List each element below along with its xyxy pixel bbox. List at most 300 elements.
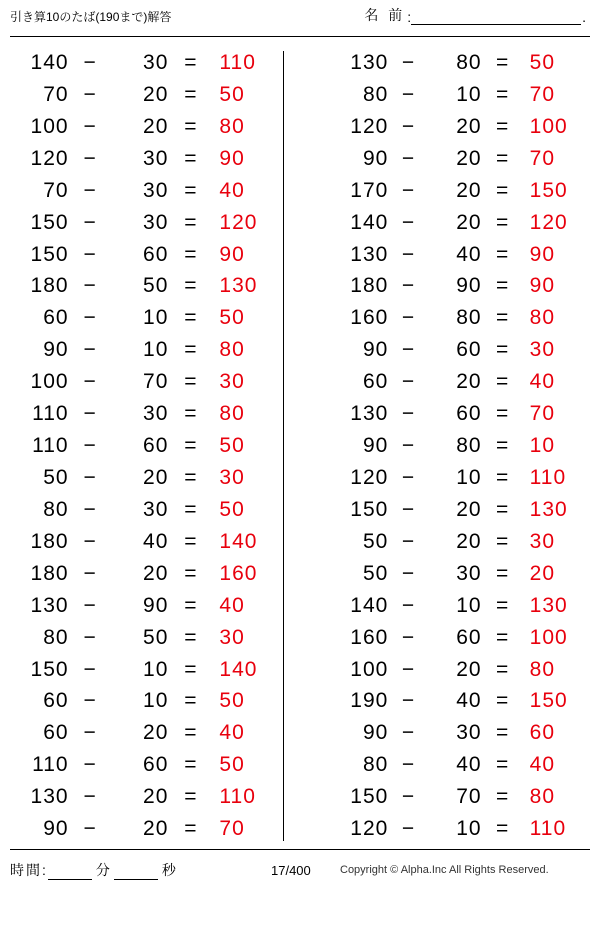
operand-b: 70 (143, 370, 169, 394)
answer-value: 110 (529, 465, 567, 489)
problem-row (328, 721, 590, 753)
operand-a: 90 (362, 434, 389, 458)
answer-value: 100 (529, 625, 568, 649)
minus-icon: − (83, 114, 97, 138)
problem-row (328, 83, 590, 115)
answer-value: 30 (529, 529, 556, 553)
minus-icon: − (83, 529, 97, 553)
minus-icon: − (401, 434, 416, 458)
operand-a: 80 (43, 625, 69, 649)
time-field-area (10, 860, 180, 880)
minus-icon: − (83, 274, 97, 298)
problem-row (4, 434, 284, 466)
answer-value: 30 (529, 338, 556, 362)
answer-value: 50 (219, 753, 245, 777)
problems-area (0, 37, 600, 849)
equals-icon: = (496, 242, 510, 266)
operand-a: 110 (32, 402, 69, 426)
problem-row (328, 498, 590, 530)
operand-b: 20 (143, 721, 169, 745)
operand-b: 90 (143, 593, 169, 617)
minus-icon: − (83, 465, 97, 489)
answer-value: 50 (219, 82, 245, 106)
minus-icon: − (401, 753, 416, 777)
equals-icon: = (496, 338, 510, 362)
answer-value: 80 (529, 785, 556, 809)
minus-icon: − (83, 306, 97, 330)
problem-row (4, 51, 284, 83)
time-minute-unit: 分 (95, 862, 110, 878)
column-divider (283, 51, 284, 841)
equals-icon: = (184, 370, 198, 394)
minus-icon: − (401, 338, 416, 362)
problem-row (4, 530, 284, 562)
operand-a: 140 (350, 210, 389, 234)
operand-b: 30 (143, 402, 169, 426)
operand-a: 70 (43, 82, 69, 106)
operand-b: 10 (456, 465, 482, 489)
minus-icon: − (83, 242, 97, 266)
problem-row (328, 562, 590, 594)
answer-value: 70 (529, 82, 556, 106)
minus-icon: − (83, 721, 97, 745)
minus-icon: − (83, 178, 97, 202)
operand-a: 100 (350, 657, 389, 681)
problem-row (328, 115, 590, 147)
problem-row (4, 498, 284, 530)
operand-a: 120 (350, 465, 389, 489)
page-footer (0, 850, 600, 900)
equals-icon: = (184, 306, 198, 330)
problem-row (4, 179, 284, 211)
operand-a: 190 (350, 689, 389, 713)
operand-a: 170 (350, 178, 389, 202)
answer-value: 40 (219, 593, 245, 617)
operand-b: 40 (456, 753, 482, 777)
minus-icon: − (83, 785, 97, 809)
answer-value: 100 (529, 114, 568, 138)
problem-row (4, 370, 284, 402)
operand-b: 60 (456, 625, 482, 649)
equals-icon: = (184, 497, 198, 521)
operand-b: 10 (143, 306, 169, 330)
answer-value: 120 (219, 210, 258, 234)
minus-icon: − (401, 402, 416, 426)
equals-icon: = (184, 753, 198, 777)
operand-a: 50 (43, 465, 69, 489)
minus-icon: − (83, 657, 97, 681)
answer-value: 160 (219, 561, 258, 585)
operand-a: 90 (362, 338, 389, 362)
problem-row (328, 211, 590, 243)
equals-icon: = (184, 51, 198, 74)
problem-row (328, 753, 590, 785)
minus-icon: − (83, 51, 97, 74)
equals-icon: = (496, 625, 510, 649)
answer-value: 110 (529, 817, 567, 841)
minus-icon: − (83, 817, 97, 841)
answer-value: 30 (219, 625, 245, 649)
operand-a: 130 (350, 402, 389, 426)
time-seconds-input[interactable] (114, 864, 158, 880)
operand-a: 130 (350, 242, 389, 266)
operand-b: 20 (456, 114, 482, 138)
operand-b: 40 (143, 529, 169, 553)
answer-value: 70 (219, 817, 245, 841)
operand-a: 60 (43, 306, 69, 330)
operand-b: 10 (143, 338, 169, 362)
operand-b: 30 (456, 721, 482, 745)
problem-row (4, 83, 284, 115)
operand-a: 130 (350, 51, 389, 74)
operand-b: 10 (456, 817, 482, 841)
operand-b: 20 (143, 465, 169, 489)
answer-value: 110 (219, 785, 256, 809)
equals-icon: = (184, 529, 198, 553)
equals-icon: = (496, 146, 510, 170)
answer-value: 150 (529, 178, 568, 202)
operand-a: 160 (350, 625, 389, 649)
minus-icon: − (401, 529, 416, 553)
problem-row (328, 370, 590, 402)
answer-value: 80 (219, 338, 245, 362)
operand-a: 60 (362, 370, 389, 394)
operand-b: 20 (143, 82, 169, 106)
operand-a: 160 (350, 306, 389, 330)
operand-b: 30 (143, 497, 169, 521)
equals-icon: = (184, 721, 198, 745)
operand-a: 60 (43, 721, 69, 745)
answer-value: 20 (529, 561, 556, 585)
equals-icon: = (184, 625, 198, 649)
problem-row (328, 338, 590, 370)
answer-value: 140 (219, 657, 258, 681)
answer-value: 40 (529, 370, 556, 394)
operand-b: 60 (143, 434, 169, 458)
answer-value: 10 (529, 434, 556, 458)
minus-icon: − (401, 306, 416, 330)
copyright-text: Copyright © Alpha.Inc All Rights Reserved. (340, 864, 549, 876)
minus-icon: − (83, 370, 97, 394)
operand-b: 20 (456, 657, 482, 681)
equals-icon: = (184, 242, 198, 266)
minus-icon: − (401, 178, 416, 202)
answer-value: 130 (529, 497, 568, 521)
operand-a: 150 (30, 210, 69, 234)
equals-icon: = (496, 434, 510, 458)
problem-row (4, 753, 284, 785)
problem-row (328, 817, 590, 849)
problem-row (328, 785, 590, 817)
problem-row (328, 51, 590, 83)
operand-b: 20 (143, 561, 169, 585)
minus-icon: − (83, 402, 97, 426)
problem-row (4, 211, 284, 243)
equals-icon: = (496, 785, 510, 809)
answer-value: 40 (529, 753, 556, 777)
minus-icon: − (401, 785, 416, 809)
minus-icon: − (83, 753, 97, 777)
operand-a: 100 (30, 370, 69, 394)
answer-value: 40 (219, 721, 245, 745)
equals-icon: = (496, 529, 510, 553)
operand-b: 20 (143, 817, 169, 841)
operand-a: 180 (350, 274, 389, 298)
minus-icon: − (83, 82, 97, 106)
operand-b: 80 (456, 51, 482, 74)
operand-b: 20 (456, 146, 482, 170)
equals-icon: = (184, 82, 198, 106)
equals-icon: = (184, 785, 198, 809)
answer-value: 80 (219, 402, 245, 426)
operand-a: 180 (30, 274, 69, 298)
minus-icon: − (83, 497, 97, 521)
time-label: 時間: (10, 862, 48, 878)
problem-row (4, 147, 284, 179)
problem-row (328, 434, 590, 466)
minus-icon: − (401, 274, 416, 298)
operand-b: 20 (456, 210, 482, 234)
operand-b: 20 (456, 529, 482, 553)
equals-icon: = (496, 370, 510, 394)
minus-icon: − (401, 721, 416, 745)
minus-icon: − (401, 497, 416, 521)
equals-icon: = (496, 721, 510, 745)
problem-row (4, 594, 284, 626)
operand-b: 20 (456, 497, 482, 521)
operand-a: 90 (43, 338, 69, 362)
page-number: 17/400 (271, 863, 311, 878)
operand-b: 40 (456, 242, 482, 266)
answer-value: 90 (529, 274, 556, 298)
equals-icon: = (184, 561, 198, 585)
operand-b: 80 (456, 306, 482, 330)
operand-a: 80 (362, 82, 389, 106)
equals-icon: = (496, 817, 510, 841)
problem-row (328, 243, 590, 275)
problem-row (328, 658, 590, 690)
answer-value: 70 (529, 402, 556, 426)
operand-a: 50 (362, 561, 389, 585)
answer-value: 150 (529, 689, 568, 713)
answer-value: 140 (219, 529, 258, 553)
operand-b: 30 (456, 561, 482, 585)
operand-b: 20 (143, 114, 169, 138)
minus-icon: − (401, 593, 416, 617)
operand-a: 150 (350, 785, 389, 809)
operand-b: 20 (456, 178, 482, 202)
operand-a: 120 (350, 114, 389, 138)
problems-column-left (0, 41, 300, 849)
operand-b: 60 (143, 753, 169, 777)
equals-icon: = (184, 338, 198, 362)
equals-icon: = (496, 306, 510, 330)
minus-icon: − (401, 657, 416, 681)
operand-b: 80 (456, 434, 482, 458)
operand-a: 180 (30, 561, 69, 585)
minus-icon: − (401, 82, 416, 106)
answer-value: 40 (219, 178, 245, 202)
minus-icon: − (401, 210, 416, 234)
minus-icon: − (83, 625, 97, 649)
minus-icon: − (401, 114, 416, 138)
operand-b: 90 (456, 274, 482, 298)
equals-icon: = (496, 51, 510, 74)
minus-icon: − (83, 561, 97, 585)
problem-row (4, 243, 284, 275)
operand-a: 180 (30, 529, 69, 553)
equals-icon: = (184, 817, 198, 841)
answer-value: 50 (219, 497, 245, 521)
operand-b: 20 (143, 785, 169, 809)
answer-value: 110 (219, 51, 256, 74)
equals-icon: = (184, 465, 198, 489)
equals-icon: = (184, 114, 198, 138)
operand-b: 50 (143, 625, 169, 649)
operand-b: 60 (456, 402, 482, 426)
operand-a: 80 (43, 497, 69, 521)
operand-a: 90 (362, 721, 389, 745)
problem-row (328, 626, 590, 658)
operand-b: 30 (143, 146, 169, 170)
operand-a: 80 (362, 753, 389, 777)
operand-a: 120 (30, 146, 69, 170)
answer-value: 70 (529, 146, 556, 170)
equals-icon: = (184, 689, 198, 713)
name-label: 名 前 (364, 7, 406, 23)
operand-b: 60 (143, 242, 169, 266)
problem-row (328, 530, 590, 562)
operand-a: 50 (362, 529, 389, 553)
problem-row (4, 402, 284, 434)
problem-row (328, 402, 590, 434)
equals-icon: = (496, 593, 510, 617)
equals-icon: = (184, 593, 198, 617)
operand-a: 90 (43, 817, 69, 841)
equals-icon: = (184, 178, 198, 202)
problem-row (4, 817, 284, 849)
problem-row (328, 147, 590, 179)
answer-value: 130 (529, 593, 568, 617)
operand-a: 150 (350, 497, 389, 521)
name-colon: : (407, 9, 412, 25)
operand-b: 70 (456, 785, 482, 809)
problem-row (328, 274, 590, 306)
answer-value: 50 (529, 51, 556, 74)
minus-icon: − (401, 146, 416, 170)
operand-b: 60 (456, 338, 482, 362)
equals-icon: = (184, 274, 198, 298)
operand-a: 150 (30, 242, 69, 266)
answer-value: 80 (529, 657, 556, 681)
minus-icon: − (83, 593, 97, 617)
problem-row (4, 338, 284, 370)
problem-row (4, 689, 284, 721)
equals-icon: = (496, 178, 510, 202)
answer-value: 50 (219, 689, 245, 713)
operand-b: 10 (143, 657, 169, 681)
operand-b: 30 (143, 51, 169, 74)
answer-value: 30 (219, 370, 245, 394)
operand-a: 120 (350, 817, 389, 841)
equals-icon: = (496, 114, 510, 138)
equals-icon: = (496, 210, 510, 234)
minus-icon: − (401, 465, 416, 489)
equals-icon: = (496, 82, 510, 106)
problems-column-right (300, 41, 600, 849)
operand-b: 10 (456, 593, 482, 617)
problem-row (4, 562, 284, 594)
minus-icon: − (83, 210, 97, 234)
equals-icon: = (496, 657, 510, 681)
operand-a: 100 (30, 114, 69, 138)
equals-icon: = (184, 402, 198, 426)
operand-a: 60 (43, 689, 69, 713)
operand-b: 10 (456, 82, 482, 106)
answer-value: 90 (529, 242, 556, 266)
operand-a: 110 (32, 434, 69, 458)
minus-icon: − (401, 561, 416, 585)
problem-row (328, 689, 590, 721)
equals-icon: = (184, 434, 198, 458)
operand-b: 50 (143, 274, 169, 298)
minus-icon: − (401, 370, 416, 394)
equals-icon: = (184, 146, 198, 170)
answer-value: 80 (529, 306, 556, 330)
page-title: 引き算10のたば(190まで)解答 (10, 10, 172, 24)
answer-value: 90 (219, 146, 245, 170)
name-input-line[interactable] (411, 9, 581, 25)
minus-icon: − (401, 51, 416, 74)
minus-icon: − (401, 689, 416, 713)
operand-a: 110 (32, 753, 69, 777)
problem-row (4, 466, 284, 498)
operand-a: 140 (30, 51, 69, 74)
time-minutes-input[interactable] (48, 864, 92, 880)
minus-icon: − (83, 689, 97, 713)
operand-a: 90 (362, 146, 389, 170)
equals-icon: = (184, 210, 198, 234)
operand-a: 150 (30, 657, 69, 681)
operand-b: 30 (143, 178, 169, 202)
operand-b: 20 (456, 370, 482, 394)
equals-icon: = (496, 497, 510, 521)
problem-row (4, 274, 284, 306)
page-header (0, 0, 600, 34)
name-field-area (364, 5, 586, 25)
problem-row (328, 466, 590, 498)
time-second-unit: 秒 (161, 862, 176, 878)
operand-a: 70 (43, 178, 69, 202)
problem-row (4, 626, 284, 658)
equals-icon: = (496, 402, 510, 426)
operand-b: 40 (456, 689, 482, 713)
operand-b: 10 (143, 689, 169, 713)
equals-icon: = (496, 753, 510, 777)
problem-row (4, 785, 284, 817)
minus-icon: − (83, 146, 97, 170)
minus-icon: − (401, 817, 416, 841)
minus-icon: − (401, 625, 416, 649)
answer-value: 50 (219, 434, 245, 458)
minus-icon: − (83, 338, 97, 362)
answer-value: 120 (529, 210, 568, 234)
operand-a: 140 (350, 593, 389, 617)
operand-b: 30 (143, 210, 169, 234)
equals-icon: = (184, 657, 198, 681)
equals-icon: = (496, 274, 510, 298)
answer-value: 90 (219, 242, 245, 266)
